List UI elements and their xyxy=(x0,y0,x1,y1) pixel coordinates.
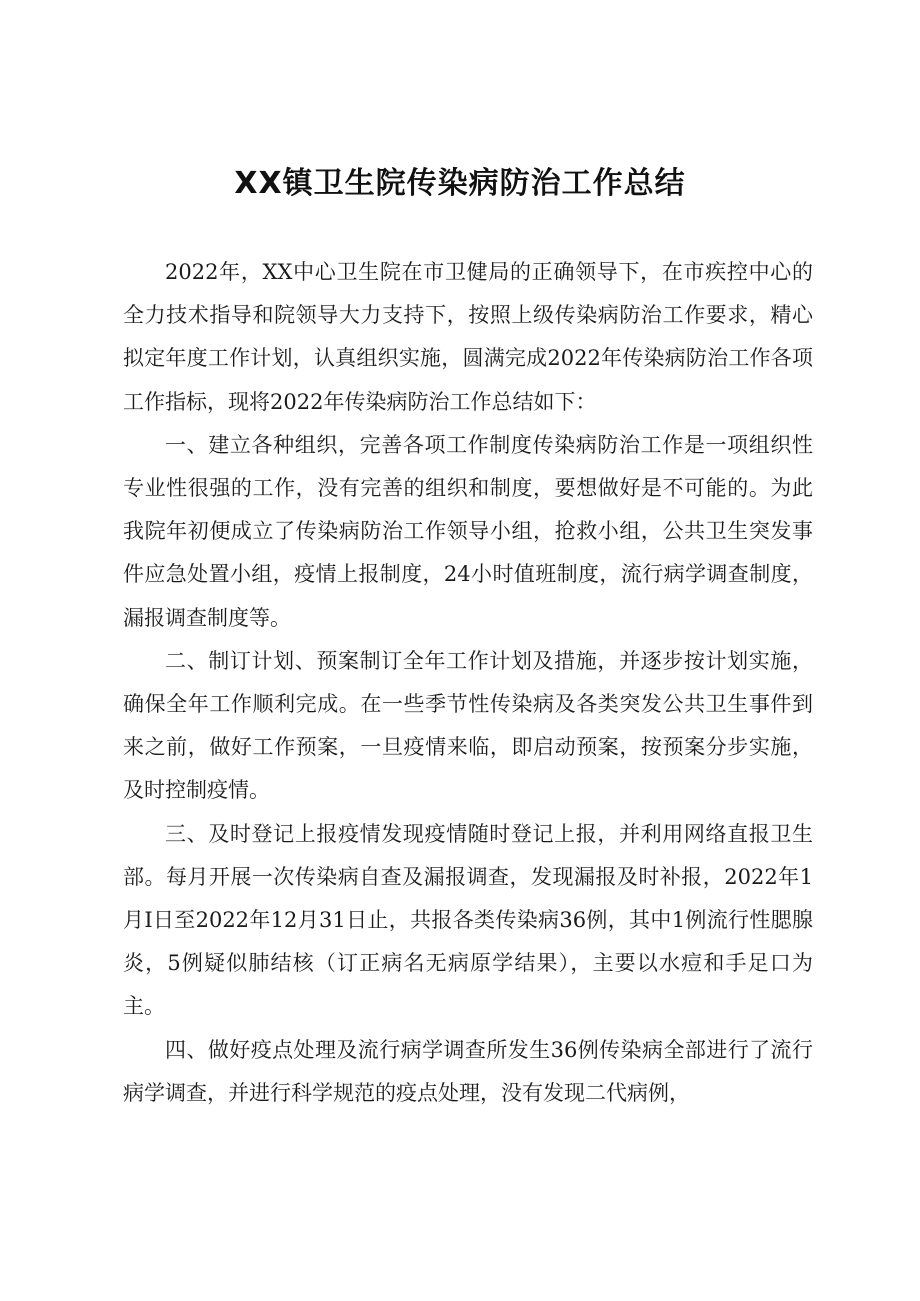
paragraph-intro: 2022年，XX中心卫生院在市卫健局的正确领导下，在市疾控中心的全力技术指导和院领导大力支持下，按照上级传染病防治工作要求，精心拟定年度工作计划，认真组织实施，圆满完成2022年传染病防治工作各项工作指标，现将2022年传染病防治工作总结如下： xyxy=(123,260,813,414)
paragraph-section-3: 三、及时登记上报疫情发现疫情随时登记上报，并利用网络直报卫生部。每月开展一次传染病自查及漏报调查，发现漏报及时补报，2022年1月I日至2022年12月31日止，共报各类传染病36例，其中1例流行性腮腺炎，5例疑似肺结核（订正病名无病原学结果），主要以水痘和手足口为主。 xyxy=(123,821,813,1019)
document-body xyxy=(123,251,813,1115)
paragraph-section-2: 二、制订计划、预案制订全年工作计划及措施，并逐步按计划实施，确保全年工作顺利完成。在一些季节性传染病及各类突发公共卫生事件到来之前，做好工作预案，一旦疫情来临，即启动预案，按预案分步实施，及时控制疫情。 xyxy=(123,648,813,803)
paragraph-section-1: 一、建立各种组织，完善各项工作制度传染病防治工作是一项组织性专业性很强的工作，没有完善的组织和制度，要想做好是不可能的。为此我院年初便成立了传染病防治工作领导小组，抢救小组，公共卫生突发事件应急处置小组，疫情上报制度，24小时值班制度，流行病学调查制度，漏报调查制度等。 xyxy=(123,432,813,630)
document-title: XX镇卫生院传染病防治工作总结 xyxy=(234,166,686,201)
paragraph-section-4: 四、做好疫点处理及流行病学调查所发生36例传染病全部进行了流行病学调查，并进行科学规范的疫点处理，没有发现二代病例， xyxy=(123,1037,813,1105)
